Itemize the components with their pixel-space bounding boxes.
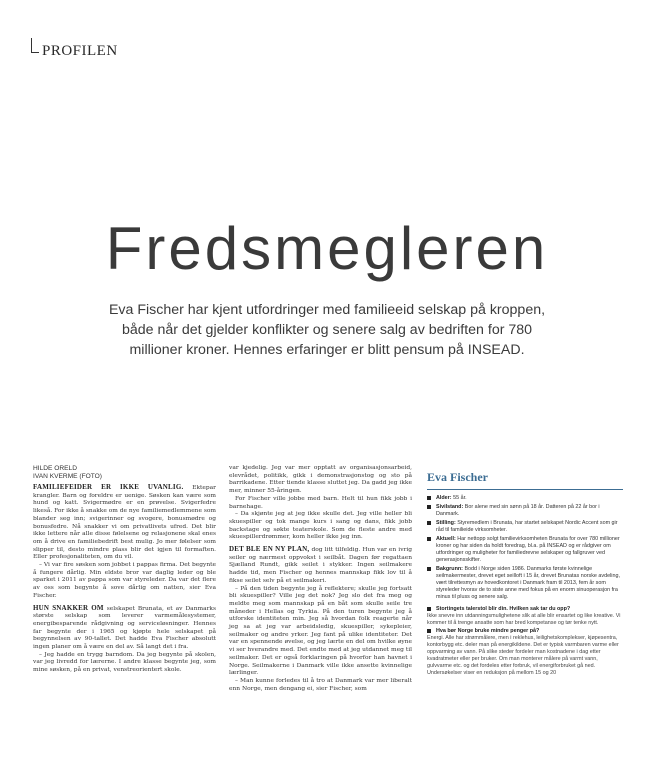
- paragraph-text: – Jeg hadde en trygg barndom. Da jeg begynte på skolen, var jeg livredd for lærerne. I andre klasse begynte jeg, som mine søsken, på en privat, venstreorientert skole.: [33, 651, 216, 674]
- square-bullet-icon: [427, 629, 431, 633]
- paragraph: [229, 546, 412, 586]
- fact-box: [427, 470, 623, 677]
- question-text: Hva bør Norge bruke mindre penger på?: [436, 628, 540, 634]
- fact-box-title: Eva Fischer: [427, 470, 623, 490]
- qa-item: [427, 606, 623, 627]
- paragraph-text: var kjedelig. Jeg var mer opptatt av organisasjonsarbeid, elevrådet, politikk, gikk i demonstrasjonstog og sto på barrikadene. Etter tiende klasse sluttet jeg. Da gadd jeg ikke mer, minner 55-åringen.: [229, 465, 412, 495]
- square-bullet-icon: [427, 607, 431, 611]
- section-label: [33, 43, 118, 60]
- paragraph-text: – Man kunne forledes til å tro at Danmark var mer liberalt enn Norge, men dengang ei, sier Fischer, som: [229, 677, 412, 692]
- section-bracket-icon: [31, 38, 39, 53]
- fact-label: Sivilstand:: [436, 504, 464, 510]
- paragraph-text: selskapet Brunata, et av Danmarks største selskap som leverer varmemålesystemer, energibesparende rådgivning og serviceløsninger. Hennes far begynte der i 1965 og kjøpte hele selskapet på begynnelsen av 90-tallet. Det hadde Eva Fischer absolutt ingen planer om å være en del av. Så langt det i fra.: [33, 605, 216, 651]
- paragraph-text: – Da skjønte jeg at jeg ikke skulle det. Jeg ville heller bli skuespiller og tok mange kurs i sang og dans, fikk jobb backstage og søkte teaterskole. Som de fleste andre med skuespillerdrømmer, kom heller ikke jeg inn.: [229, 511, 412, 541]
- byline-author: HILDE ORELD: [33, 465, 77, 472]
- paragraph: [229, 465, 412, 496]
- qa-item: [427, 628, 623, 677]
- fact-label: Aktuell:: [436, 536, 456, 542]
- fact-text: Har nettopp solgt familievirksomheten Brunata for over 780 millioner kroner og har siden da holdt foredrag, bl.a. på INSEAD og er rådgiver om utfordringer og muligheter for familiedrevne selskaper og fallgruver ved generasjonsskifter.: [436, 536, 620, 563]
- qa-question: [427, 628, 623, 635]
- qa-answer: Energi. Alle har strømmålere, men i reklehus, leilighetskomplekser, kjøpesentra, kontorbygg etc. deler man på energikildene. Det er typisk varmbaren varme eller oppvarming av vann. På slike steder fordeler man kostnadene i dag etter kvadratmeter eller per bruker. Om man monterer målere på varmt vann, gulvvarme etc. og det fordeles etter forbruk, vil energiforbruket gå ned. Undersøkelser viser en reduksjon på mellom 15 og 20: [427, 635, 619, 676]
- fact-text: Bor alene med sin sønn på 18 år. Datteren på 22 år bor i Danmark.: [436, 504, 600, 517]
- fact-text: 55 år.: [451, 495, 467, 501]
- body-column-1: [33, 484, 216, 675]
- article-headline: Fredsmegleren: [105, 215, 549, 282]
- paragraph-lead-caps: FAMILIEFEIDER ER IKKE UVANLIG.: [33, 483, 184, 491]
- paragraph: [33, 605, 216, 652]
- paragraph-text: – Vi var fire søsken som jobbet i pappas firma. Det begynte å fungere dårlig. Min eldste bror var daglig leder og ble sparket i 2011 av pappa som var styreleder. Da var det flere av oss som begynte å sove dårlig om natten, sier Eva Fischer.: [33, 562, 216, 599]
- qa-question: [427, 606, 623, 613]
- fact-label: Alder:: [436, 495, 452, 501]
- question-text: Stortingets talerstol blir din. Hvilken sak tar du opp?: [436, 606, 571, 612]
- fact-item: [427, 504, 623, 518]
- paragraph-text: dog litt tilfeldig. Hun var en ivrig seiler og nærmest oppvokst i seilbåt. Dagen før regattaen Sjælland Rundt, gikk seilet i stykker. Ingen seilmakere hadde tid, men Fischer og hennes mannskap fikk lov til å fikse seilet selv på et seilmakeri.: [229, 547, 412, 584]
- paragraph: [33, 562, 216, 601]
- fact-label: Bakgrunn:: [436, 566, 463, 572]
- paragraph: [229, 511, 412, 542]
- paragraph-lead-caps: HUN SNAKKER OM: [33, 603, 104, 612]
- paragraph: [229, 586, 412, 678]
- square-bullet-icon: [427, 521, 431, 525]
- byline-photographer: IVAN KVERME (FOTO): [33, 473, 102, 480]
- paragraph-text: For Fischer ville jobbe med barn. Helt til hun fikk jobb i barnehage.: [229, 495, 412, 510]
- paragraph: [33, 652, 216, 675]
- paragraph: [229, 496, 412, 511]
- section-title: PROFILEN: [42, 43, 118, 59]
- body-column-2: [229, 465, 412, 693]
- fact-item: [427, 495, 623, 502]
- fact-item: [427, 520, 623, 534]
- paragraph-text: – På den tiden begynte jeg å reflektere; skulle jeg fortsatt bli skuespiller? Ville jeg det nok? Jeg slo det fra meg og meldte meg som mannskap på en båt som skulle seile tre måneder i Hellas og Tyrkia. På den turen begynte jeg å utforske identiteten min. Jeg så hvordan folk reagerte når jeg sa at jeg var arbeidsledig, skuespiller, sykepleier, seilmaker og andre yrker. Jeg fant på ulike identiteter. Det var en spennende øvelse, og jeg lærte en del om hvilke øyne vi ser hverandre med. Det endte med at jeg utdannet meg til seilmaker. Det er også forklaringen på hvorfor han havnet i Norge. Seilmakerne i Danmark ville ikke ansette kvinnelige lærlinger.: [229, 585, 412, 677]
- byline: [33, 465, 102, 481]
- paragraph-text: Ektepar krangler. Barn og foreldre er uenige. Søsken kan være som hund og katt. Svigermødre er en prøvelse. Svigerfedre likeså. For ikke å snakke om de nye familiemedlemmene som blander seg inn; svigerinner og svogere, bonusmødre og bonusfedre. Nå snakker vi om privatlivets ufred. Det blir ikke lettere når alle disse følelsene og relasjonene skal enes om å drive en familiebedrift best mulig. Jo mer følelser som slipper til, desto mindre plass blir det igjen til formaften. Eller profesjonaliteten, om du vil.: [33, 485, 216, 561]
- fact-text: Bodd i Norge siden 1986. Danmarks første kvinnelige seilmakermester, drevet eget seilloft i 15 år, drevet Brunatas norske avdeling, vært tilrettesmyn av hovedkontoret i Danmark fram til 2013, fem år som styreleder hvorav de to siste anne med fokus på en enorm sinuoperasjon fra minus til pluss og senere salg.: [436, 566, 620, 600]
- fact-item: [427, 536, 623, 564]
- paragraph: [33, 484, 216, 562]
- fact-item: [427, 566, 623, 601]
- fact-text: Styremedlem i Brunata, har startet selskapet Nordic Accent som gir råd til familieide virksomheter.: [436, 520, 618, 533]
- qa-answer: Ikke snevre inn utdanningsmulighetene slik at alle blir ensartet og like kreative. Vi kommer til å trenge ansatte som har bred kompetanse og tør tenke nytt.: [427, 613, 621, 626]
- square-bullet-icon: [427, 537, 431, 541]
- square-bullet-icon: [427, 567, 431, 571]
- square-bullet-icon: [427, 496, 431, 500]
- paragraph-lead-caps: DET BLE EN NY PLAN,: [229, 545, 310, 554]
- article-lead: Eva Fischer har kjent utfordringer med familieeid selskap på kroppen, både når det gjelder konflikter og senere salg av bedriften for 780 millioner kroner. Hennes erfaringer er blitt pensum på INSEAD.: [108, 302, 546, 358]
- square-bullet-icon: [427, 505, 431, 509]
- paragraph: [229, 678, 412, 693]
- fact-label: Stilling:: [436, 520, 456, 526]
